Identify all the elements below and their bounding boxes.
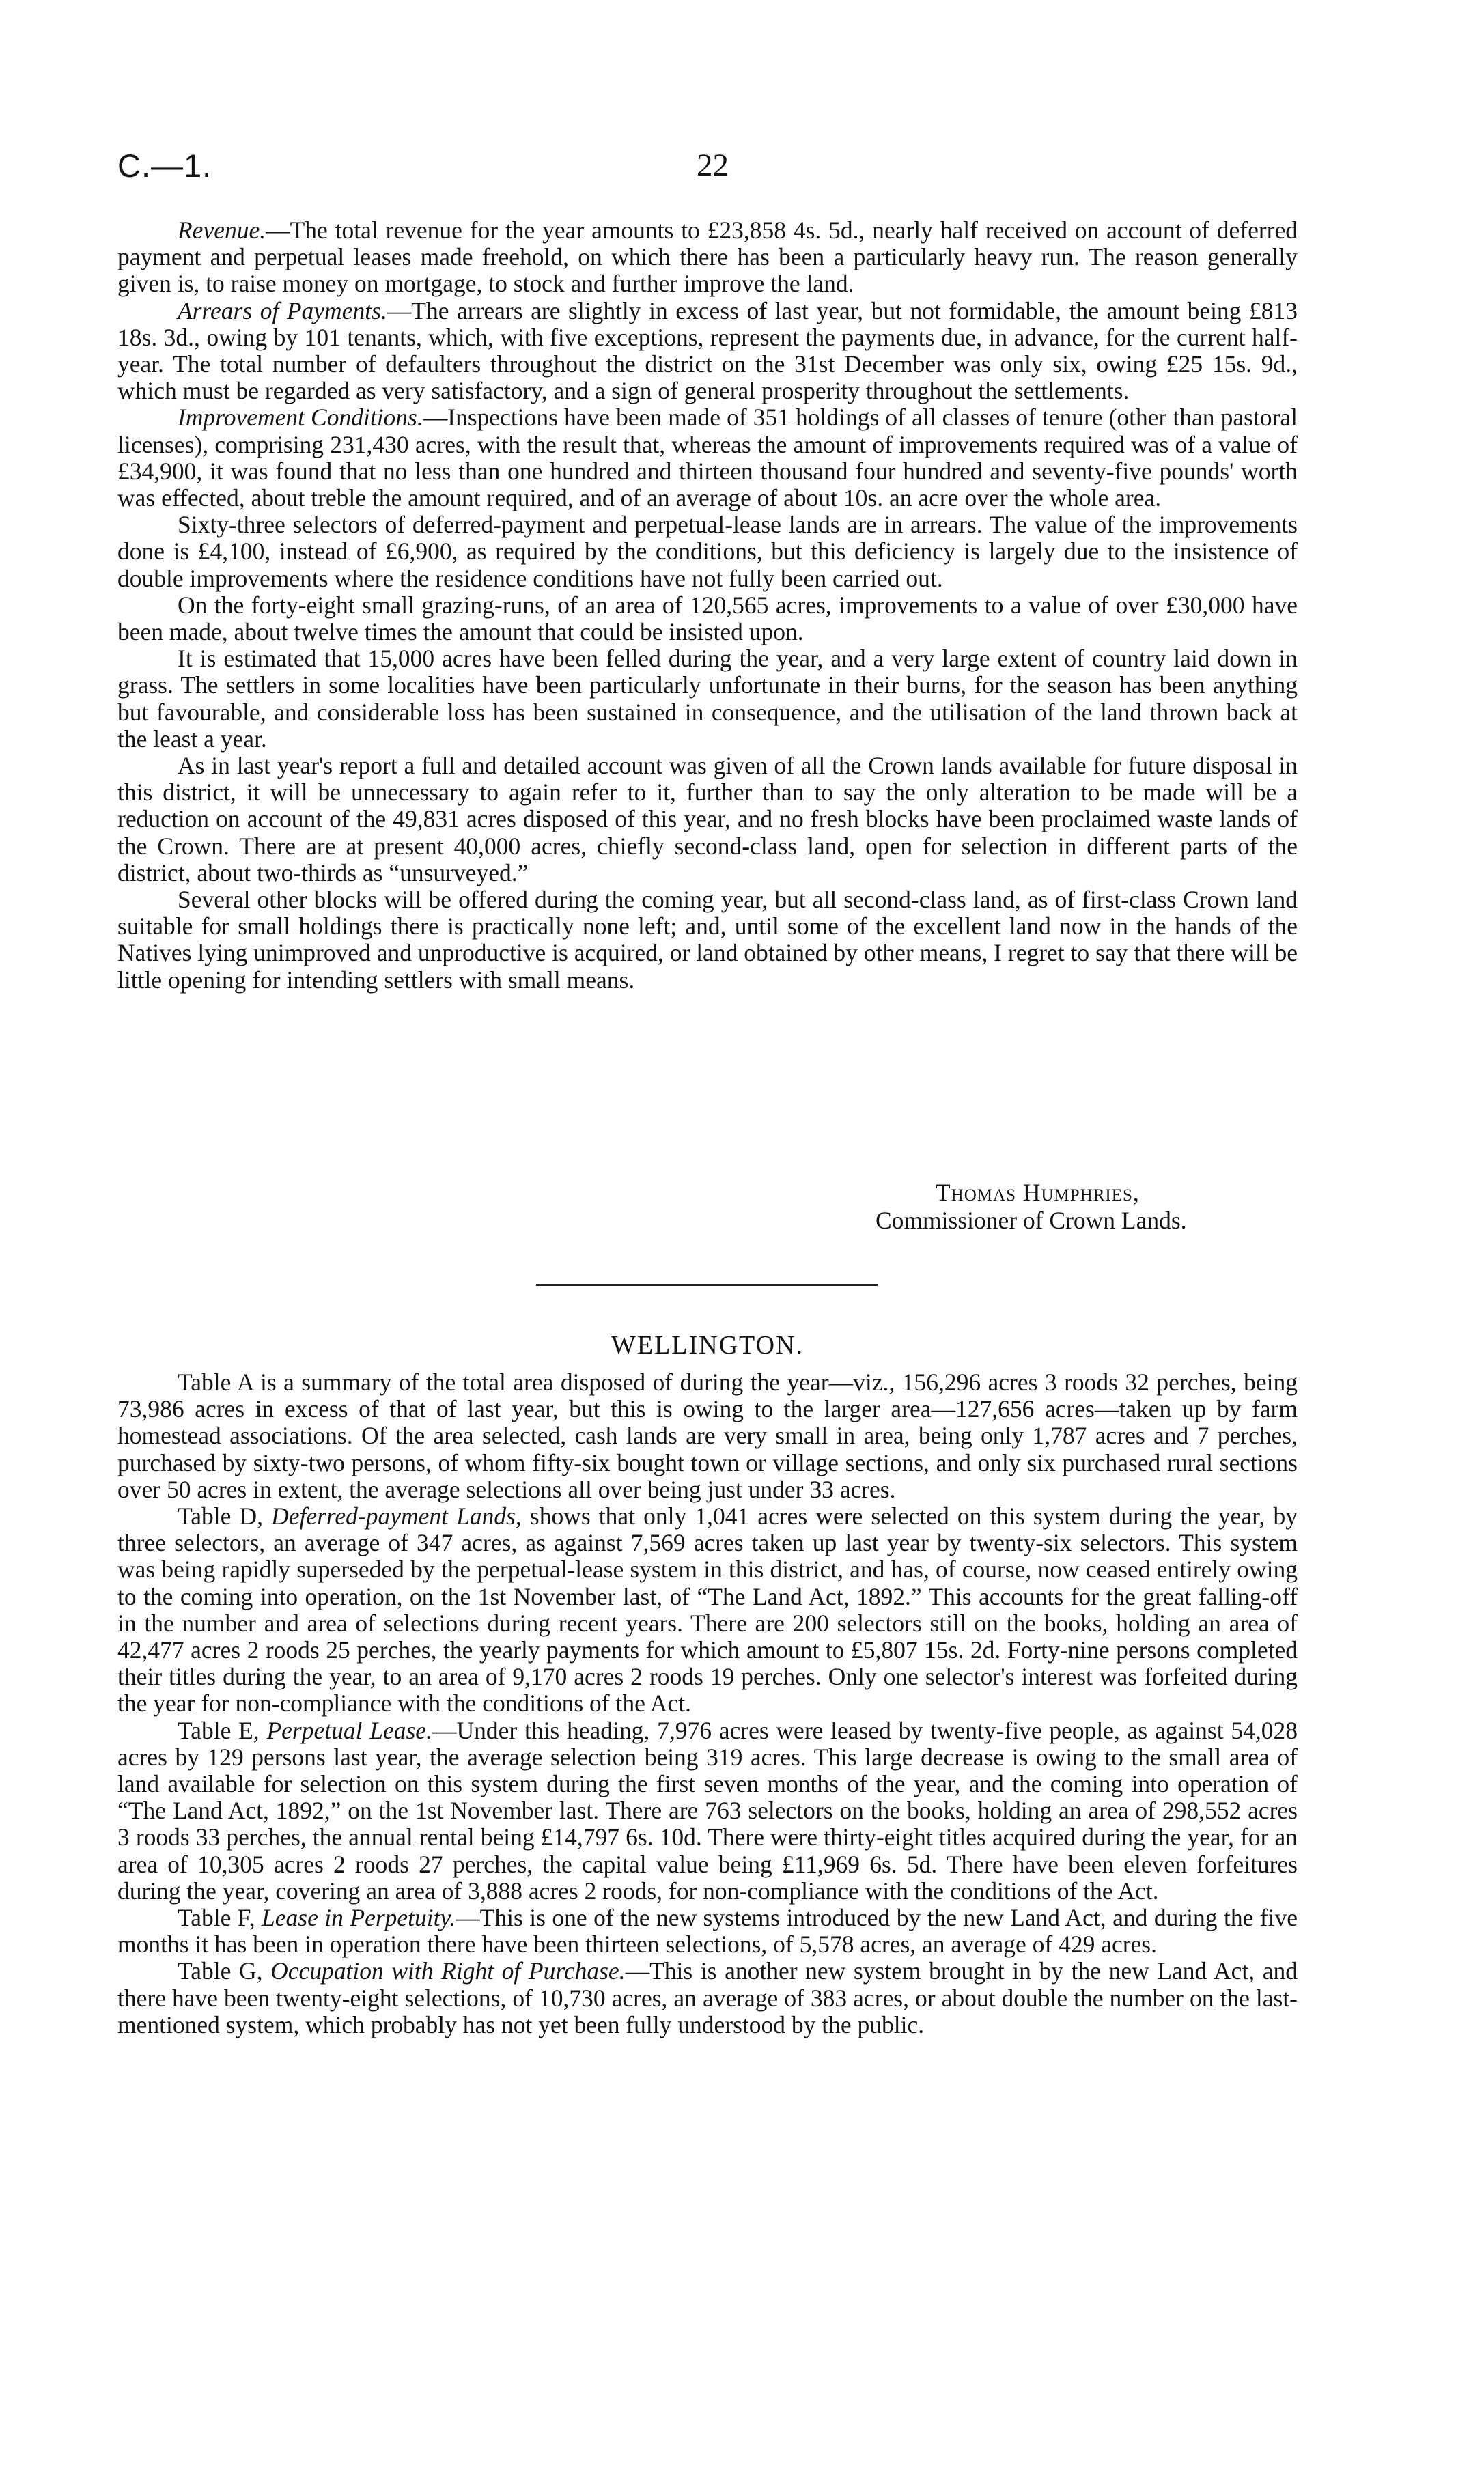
paragraph-table-d xyxy=(117,1503,1298,1717)
paragraph-table-e xyxy=(117,1717,1298,1905)
paragraph-text: —Under this heading, 7,976 acres were leased by twenty-five people, as against 54,028 acres by 129 persons last year, the average selection being 319 acres. This large decrease is owing to the small area of land available for selection on this system during the first seven months of the year, and the coming into operation of “The Land Act, 1892,” on the 1st November last. There are 763 selectors on the books, holding an area of 298,552 acres 3 roods 33 perches, the annual rental being £14,797 6s. 10d. There were thirty-eight titles acquired during the year, for an area of 10,305 acres 2 roods 27 perches, the capital value being £11,969 6s. 5d. There have been eleven forfeitures during the year, covering an area of 3,888 acres 2 roods, for non-compliance with the conditions of the Act. xyxy=(117,1716,1298,1905)
signatory-name: Thomas Humphries, xyxy=(936,1179,1140,1206)
paragraph-lead: Deferred-payment Lands, xyxy=(271,1502,522,1530)
document-reference: C.—1. xyxy=(117,148,212,184)
paragraph-lead: Improvement Conditions. xyxy=(178,404,423,432)
paragraph-lead: Occupation with Right of Purchase. xyxy=(270,1957,626,1985)
paragraph-text: Several other blocks will be offered during the coming year, but all second-class land, as of first-class Crown land suitable for small holdings there is practically none left; and, until some of the excellent land now in the hands of the Natives lying unimproved and unproductive is acquired, or land obtained by other means, I regret to say that there will be little opening for intending settlers with small means. xyxy=(117,886,1298,994)
paragraph-text: —The arrears are slightly in excess of last year, but not formidable, the amount being £813 18s. 3d., owing by 101 tenants, which, with five exceptions, represent the payments due, in advance, for the current half-year. The total number of defaulters throughout the district on the 31st December was only six, owing £25 15s. 9d., which must be regarded as very satisfactory, and a sign of general prosperity throughout the settlements. xyxy=(117,296,1298,405)
paragraph-text: It is estimated that 15,000 acres have been felled during the year, and a very large extent of country laid down in grass. The settlers in some localities have been particularly unfortunate in their burns, for the season has been anything but favourable, and considerable loss has been sustained in consequence, and the utilisation of the land thrown back at the least a year. xyxy=(117,645,1298,753)
paragraph-other-blocks xyxy=(117,886,1298,994)
paragraph-text: —This is one of the new systems introduced by the new Land Act, and during the five months it has been in operation there have been thirteen selections, of 5,578 acres, an average of 429 acres. xyxy=(117,1904,1298,1959)
page-number: 22 xyxy=(697,148,729,183)
paragraph-lead: Perpetual Lease. xyxy=(266,1716,432,1744)
paragraph-lead: Revenue. xyxy=(178,216,266,244)
paragraph-text: On the forty-eight small grazing-runs, of an area of 120,565 acres, improvements to a value of over £30,000 have been made, about twelve times the amount that could be insisted upon. xyxy=(117,591,1298,646)
paragraph-prefix: Table D, xyxy=(178,1502,272,1530)
paragraph-text: As in last year's report a full and detailed account was given of all the Crown lands available for future disposal in this district, it will be unnecessary to again refer to it, further than to say the only alteration to be made will be a reduction on account of the 49,831 acres disposed of this year, and no fresh blocks have been proclaimed waste lands of the Crown. There are at present 40,000 acres, chiefly second-class land, open for selection in different parts of the district, about two-thirds as “unsurveyed.” xyxy=(117,752,1298,886)
paragraph-text: —The total revenue for the year amounts to £23,858 4s. 5d., nearly half received on account of deferred payment and perpetual leases made freehold, on which there has been a particularly heavy run. The reason generally given is, to raise money on mortgage, to stock and further improve the land. xyxy=(117,216,1298,298)
paragraph-prefix: Table F, xyxy=(178,1904,262,1932)
page-header xyxy=(117,147,1292,188)
paragraph-text: shows that only 1,041 acres were selected on this system during the year, by three selectors, an average of 347 acres, as against 7,569 acres taken up last year by twenty-six selectors. This system was being rapidly superseded by the perpetual-lease system in this district, and has, of course, now ceased entirely owing to the coming into operation, on the 1st November last, of “The Land Act, 1892.” This accounts for the great falling-off in the number and area of selections during recent years. There are 200 selectors still on the books, holding an area of 42,477 acres 2 roods 25 perches, the yearly payments for which amount to £5,807 15s. 2d. Forty-nine persons completed their titles during the year, to an area of 9,170 acres 2 roods 19 perches. Only one selector's interest was forfeited during the year for non-compliance with the conditions of the Act. xyxy=(117,1502,1298,1717)
paragraph-text: —Inspections have been made of 351 holdings of all classes of tenure (other than pastoral licenses), comprising 231,430 acres, with the result that, whereas the amount of improvements required was of a value of £34,900, it was found that no less than one hundred and thirteen thousand four hundred and seventy-five pounds' worth was effected, about treble the amount required, and of an average of about 10s. an acre over the whole area. xyxy=(117,404,1298,512)
paragraph-prefix: Table G, xyxy=(178,1957,271,1985)
paragraph-crown-lands-available xyxy=(117,753,1298,886)
paragraph-improvement-conditions xyxy=(117,404,1298,511)
paragraph-table-f xyxy=(117,1905,1298,1958)
paragraph-grazing-runs xyxy=(117,592,1298,645)
paragraph-text: Sixty-three selectors of deferred-payment and perpetual-lease lands are in arrears. The value of the improvements done is £4,100, instead of £6,900, as required by the conditions, but this deficiency is largely due to the insistence of double improvements where the residence conditions have not fully been carried out. xyxy=(117,511,1298,592)
paragraph-felling xyxy=(117,645,1298,753)
paragraph-lead: Arrears of Payments. xyxy=(178,296,387,324)
paragraph-arrears xyxy=(117,298,1298,405)
paragraph-text: —This is another new system brought in by the new Land Act, and there have been twenty-eight selections, of 10,730 acres, an average of 383 acres, or about double the number on the last-mentioned system, which probably has not yet been fully understood by the public. xyxy=(117,1957,1298,2038)
paragraph-table-g xyxy=(117,1958,1298,2038)
paragraph-prefix: Table E, xyxy=(178,1716,267,1744)
paragraph-selectors-arrears xyxy=(117,511,1298,592)
paragraph-text: Table A is a summary of the total area disposed of during the year—viz., 156,296 acres 3 roods 32 perches, being 73,986 acres in excess of that of last year, but this is owing to the larger area—127,656 acres—taken up by farm homestead associations. Of the area selected, cash lands are very small in area, being only 1,787 acres and 7 perches, purchased by sixty-two persons, of whom fifty-six bought town or village sections, and only six purchased rural sections over 50 acres in extent, the average selections all over being just under 33 acres. xyxy=(117,1369,1298,1503)
report-body-wellington xyxy=(117,1369,1298,2038)
paragraph-revenue xyxy=(117,217,1298,298)
section-divider xyxy=(536,1284,878,1286)
signature-block xyxy=(724,1179,1298,1235)
section-title: WELLINGTON. xyxy=(611,1331,804,1360)
report-body-part1 xyxy=(117,217,1298,994)
signatory-title: Commissioner of Crown Lands. xyxy=(876,1207,1187,1234)
paragraph-table-a xyxy=(117,1369,1298,1503)
paragraph-lead: Lease in Perpetuity. xyxy=(262,1904,456,1932)
